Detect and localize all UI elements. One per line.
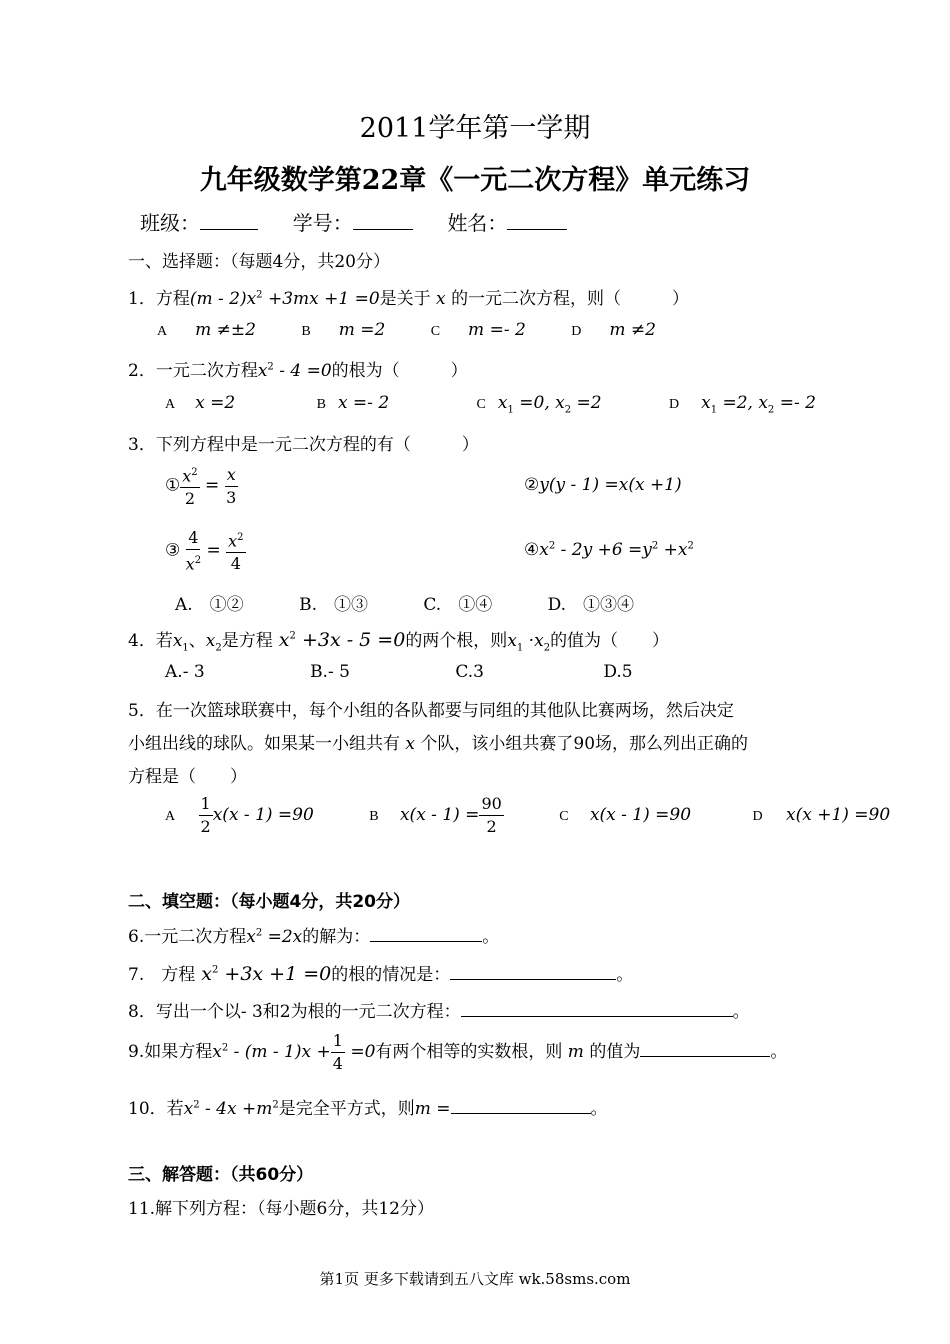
option-a[interactable]: A: [157, 324, 168, 339]
option-b[interactable]: B. ①③: [299, 595, 368, 615]
page-footer: 第1页 更多下载请到五八文库 wk.58sms.com: [319, 1270, 631, 1288]
question-2: 2．一元二次方程$x^2 - 4 =0$的根为（ ）: [128, 361, 468, 381]
name-blank[interactable]: [507, 209, 567, 230]
q4-options: [165, 662, 633, 682]
question-7: 7. 方程 $x^2 +3x +1 =0$的根的情况是： 。: [128, 963, 634, 985]
option-a[interactable]: A: [165, 397, 176, 412]
id-blank[interactable]: [353, 209, 413, 230]
answer-blank[interactable]: [640, 1039, 770, 1057]
student-info: [140, 207, 567, 236]
q1-options: A m ≠±2 B m =2 C m =- 2 D m ≠2: [157, 320, 656, 340]
answer-blank[interactable]: [370, 924, 482, 942]
question-5-line3: 方程是（ ）: [128, 767, 247, 787]
answer-blank[interactable]: [461, 999, 733, 1017]
option-b[interactable]: B.- 5: [310, 662, 350, 682]
q2-options: A x =2 B x =- 2 C $x_1 =0$, $x_2 =2$ D $x_1 =2$, $x_2 =- 2$: [165, 393, 816, 416]
option-b[interactable]: B: [369, 809, 379, 824]
question-9: 9.如果方程$x^2 - (m - 1)x$ + $\frac{1}{4}$ =0有两个相等的实数根，则 m 的值为 。: [128, 1031, 788, 1073]
section-2-heading: 二、填空题：（每小题4分，共20分）: [128, 892, 410, 912]
option-c[interactable]: C: [559, 809, 569, 824]
option-a[interactable]: A: [165, 809, 176, 824]
id-label: 学号：: [292, 211, 353, 235]
class-label: 班级：: [140, 211, 200, 235]
q3-eq3: ③ $\frac{4}{x^2}$ = $\frac{x^2}{4}$: [165, 528, 244, 574]
question-1: 1．方程$(m - 2)x^2 +3mx +1 =0$是关于 x 的一元二次方程，则（ ）: [128, 289, 690, 309]
class-blank[interactable]: [200, 209, 258, 230]
question-5-line2: 小组出线的球队。如果某一小组共有 x 个队，该小组共赛了90场，那么列出正确的: [128, 734, 749, 754]
option-a[interactable]: A.- 3: [165, 662, 205, 682]
question-6: 6.一元二次方程$x^2 =2x$的解为： 。: [128, 922, 499, 947]
question-10: 10．若$x^2 - 4x +m^2$是完全平方式，则m = 。: [128, 1094, 608, 1119]
q3-eq4: $④x^2 - 2y +6 =y^2 +x^2$: [524, 540, 694, 560]
option-d[interactable]: D. ①③④: [547, 595, 635, 615]
q3-options: [175, 590, 634, 615]
section-1-heading: 一、选择题：（每题4分，共20分）: [128, 252, 390, 272]
name-label: 姓名：: [447, 211, 508, 235]
answer-blank[interactable]: [451, 1096, 591, 1114]
option-b[interactable]: B: [316, 397, 326, 412]
option-c[interactable]: C. ①④: [423, 595, 493, 615]
option-d[interactable]: D: [571, 324, 582, 339]
question-3: 3．下列方程中是一元二次方程的有（ ）: [128, 435, 479, 455]
question-5-line1: 5．在一次篮球联赛中，每个小组的各队都要与同组的其他队比赛两场，然后决定: [128, 701, 734, 721]
option-c[interactable]: C.3: [455, 662, 484, 682]
q3-eq2: ②y(y - 1) =x(x +1): [524, 475, 682, 495]
section-3-heading: 三、解答题：（共60分）: [128, 1165, 314, 1185]
answer-blank[interactable]: [450, 962, 616, 980]
option-d[interactable]: D.5: [603, 662, 633, 682]
option-d[interactable]: D: [752, 809, 763, 824]
equation: $(m - 2)x^2 +3mx +1 =0$: [189, 289, 380, 309]
option-a[interactable]: A. ①②: [175, 595, 244, 615]
option-c[interactable]: C: [476, 397, 486, 412]
option-c[interactable]: C: [430, 324, 441, 339]
option-d[interactable]: D: [668, 397, 680, 412]
question-8: 8．写出一个以- 3和2为根的一元二次方程： 。: [128, 997, 750, 1022]
term-title: 2011学年第一学期: [359, 113, 591, 144]
option-b[interactable]: B: [301, 324, 311, 339]
question-11: 11.解下列方程：（每小题6分，共12分）: [128, 1199, 434, 1219]
q5-options: A $\frac{1}{2}$ x(x - 1) =90 B x(x - 1) = $\frac{90}{2}$ C x(x - 1) =90 D x(x +1) =90: [165, 794, 891, 836]
q3-eq1: ① $\frac{x^2}{2}$ = $\frac{x}{3}$: [165, 462, 238, 510]
question-4: 4．若$x_1$、$x_2$是方程 $x^2 +3x - 5 =0$的两个根，则$x_1 \cdot x_2$的值为（ ）: [128, 629, 670, 654]
exam-title: 九年级数学第22章《一元二次方程》单元练习: [199, 165, 751, 196]
